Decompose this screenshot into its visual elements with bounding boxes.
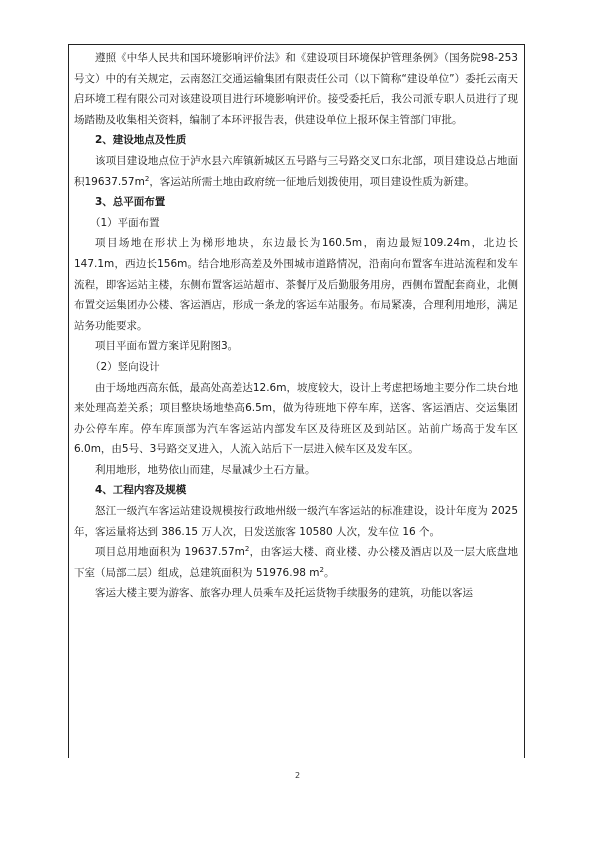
- location-paragraph: [74, 151, 518, 192]
- location-text-b: ，客运站所需土地由政府统一征地后划拨使用，项目建设性质为新建。: [149, 175, 475, 188]
- page-number: 2: [294, 771, 301, 780]
- scale-paragraph: 怒江一级汽车客运站建设规模按行政地州级一级汽车客运站的标准建设，设计年度为 2025 年，客运量将达到 386.15 万人次，日发送旅客 10580 人次，发车位 16 个。: [74, 505, 518, 538]
- location-text-a: 该项目建设地点位于泸水县六库镇新城区五号路与三号路交叉口东北部，项目建设总占地面积19637.57m: [74, 154, 518, 188]
- subheading-plane-layout: （1）平面布置: [90, 216, 160, 229]
- subheading-vertical-design: （2）竖向设计: [90, 360, 160, 373]
- document-frame: [68, 44, 525, 758]
- area-text-b: ，由客运大楼、商业楼、办公楼及酒店以及一层大底盘地下室（局部二层）组成，总建筑面积为 51976.98 m: [74, 546, 519, 579]
- area-paragraph: [74, 542, 518, 583]
- superscript: 2: [144, 174, 150, 183]
- section-heading-layout: 3、总平面布置: [95, 196, 166, 209]
- superscript: 2: [319, 565, 324, 574]
- layout-paragraph: 项目场地在形状上为梯形地块，东边最长为160.5m，南边最短109.24m，北边长147.1m，西边长156m。结合地形高差及外围城市道路情况，沿南向布置客车进站流程和发车流程，即客运站主楼，东侧布置客运站超市、茶餐厅及后勤服务用房，西侧布置配套商业，北侧布置交运集团办公楼、客运酒店，形成一条龙的客运车站服务。布局紧凑，合理利用地形，满足站务功能要求。: [74, 237, 518, 332]
- area-text-a: 项目总用地面积为 19637.57m: [95, 546, 245, 559]
- section-heading-scale: 4、工程内容及规模: [95, 484, 187, 497]
- vertical-design-paragraph: 由于场地西高东低，最高处高差达12.6m，坡度较大，设计上考虑把场地主要分作二块台地来处理高差关系；项目整块场地垫高6.5m，做为待班地下停车库，送客、客运酒店、交运集团办公停车库。停车库顶部为汽车客运站内部发车区及待班区及到站区。站前广场高于发车区6.0m，由5号、3号路交叉进入，人流入站后下一层进入候车区及发车区。: [74, 381, 518, 456]
- intro-paragraph: 遵照《中华人民共和国环境影响评价法》和《建设项目环境保护管理条例》（国务院98-253号文）中的有关规定，云南怒江交通运输集团有限责任公司（以下简称“建设单位”）委托云南天启环境工程有限公司对该建设项目进行环境影响评价。接受委托后，我公司派专职人员进行了现场踏勘及收集相关资料，编制了本环评报告表，供建设单位上报环保主管部门审批。: [74, 52, 518, 126]
- superscript: 2: [244, 545, 250, 554]
- plan-reference-paragraph: 项目平面布置方案详见附图3。: [95, 340, 239, 353]
- building-paragraph: 客运大楼主要为游客、旅客办理人员乘车及托运货物手续服务的建筑，功能以客运: [95, 587, 473, 600]
- area-text-c: 。: [323, 566, 335, 579]
- document-body: [74, 48, 518, 604]
- section-heading-location: 2、建设地点及性质: [95, 134, 187, 147]
- terrain-paragraph: 利用地形，地势依山而建，尽量减少土石方量。: [95, 463, 316, 476]
